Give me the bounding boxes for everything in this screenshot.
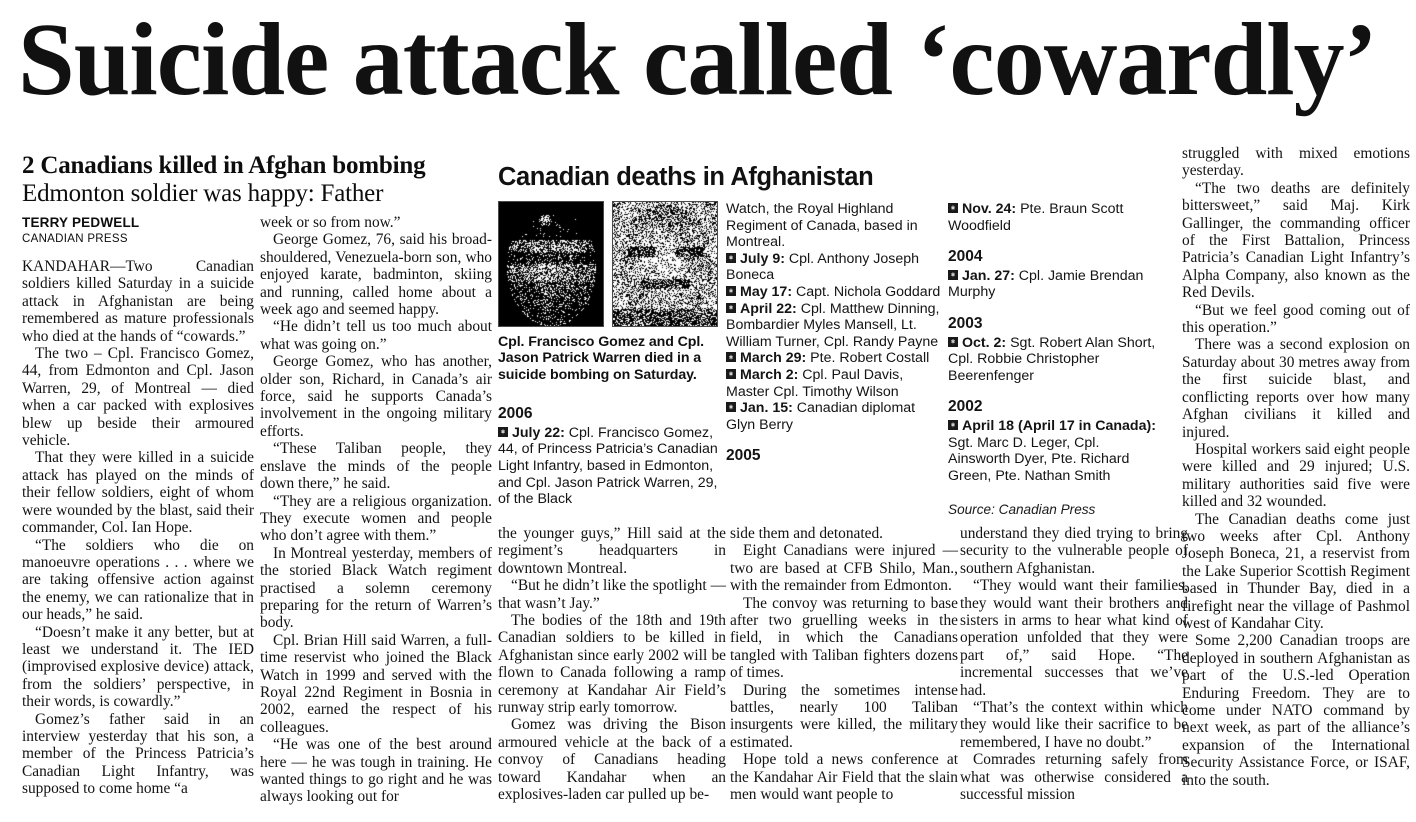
entry-text: Cpl. Anthony Joseph Boneca — [726, 250, 920, 284]
paragraph: Eight Canadians were injured — two are based at CFB Shilo, Man., with the remainder from Edmonton. — [730, 542, 958, 595]
death-entry — [948, 335, 1163, 385]
maple-leaf-bullet-icon — [948, 420, 958, 430]
entry-date: Nov. 24: — [962, 201, 1017, 218]
entry-date: May 17: — [740, 284, 793, 301]
paragraph: “But we feel good coming out of this operation.” — [1182, 301, 1410, 337]
entry-text: Sgt. Marc D. Leger, Cpl. Ainsworth Dyer, Pte. Richard Green, Pte. Nathan Smith — [948, 434, 1130, 484]
entry-date: April 18 (April 17 in Canada): — [962, 417, 1156, 434]
death-entry — [726, 350, 942, 367]
paragraph: The Canadian deaths come just two weeks after Cpl. Anthony Joseph Boneca, 21, a reservist from the Lake Superior Scottish Regiment based in Thunder Bay, died in a firefight near the village of Pashmol west of Kandahar City. — [1182, 510, 1410, 632]
paragraph: Comrades returning safely from what was otherwise considered a successful mission — [960, 751, 1188, 804]
paragraph: The two – Cpl. Francisco Gomez, 44, from Edmonton and Cpl. Jason Warren, 29, of Montreal — died when a car packed with explosives blew up beside their armoured vehicle. — [22, 345, 254, 450]
deck-line-2: Edmonton soldier was happy: Father — [22, 180, 384, 207]
paragraph: side them and detonated. — [730, 525, 884, 542]
infobox-canadian-deaths — [498, 163, 1188, 518]
paragraph: The bodies of the 18th and 19th Canadian soldiers to be killed in Afghanistan since early 2002 will be flown to Canada following a ramp ceremony at Kandahar Air Field’s runway strip early tomorrow. — [498, 612, 726, 717]
entry-text: Pte. Robert Costall — [806, 350, 930, 367]
death-entry — [726, 284, 942, 301]
entry-date: July 22: — [512, 424, 565, 441]
paragraph: There was a second explosion on Saturday about 30 metres away from the first suicide blast, and conflicting reports over how many Afghan civilians it killed and injured. — [1182, 336, 1410, 441]
death-entry — [948, 268, 1163, 301]
death-entry — [948, 418, 1163, 484]
paragraph: Gomez was driving the Bison armoured vehicle at the back of a convoy of Canadians heading toward Kandahar when an explosives-laden car pulled up be- — [498, 716, 726, 804]
entry-continuation: Watch, the Royal Highland Regiment of Canada, based in Montreal. — [726, 201, 918, 251]
paragraph: “That’s the context within which they would like their sacrifice to be remembered, I have no doubt.” — [960, 699, 1188, 751]
paragraph: That they were killed in a suicide attack has played on the minds of their fellow soldiers, eight of whom were wounded by the blast, said their commander, Col. Ian Hope. — [22, 449, 254, 537]
deck-line-1: 2 Canadians killed in Afghan bombing — [22, 152, 426, 179]
paragraph: George Gomez, who has another, older son, Richard, in Canada’s air force, said he supports Canada’s involvement in the ongoing military efforts. — [260, 353, 492, 440]
paragraph: the younger guys,” Hill said at the regiment’s headquarters in downtown Montreal. — [498, 525, 726, 577]
maple-leaf-bullet-icon — [726, 369, 736, 379]
entry-text: Cpl. Francisco Gomez, 44, of Princess Patricia’s Canadian Light Infantry, based in Edmonton, and Cpl. Jason Patrick Warren, 29, of the Black — [498, 424, 718, 508]
maple-leaf-bullet-icon — [498, 427, 508, 437]
paragraph: Hope told a news conference at the Kandahar Air Field that the slain men would want people to — [730, 751, 958, 804]
deck — [22, 152, 492, 209]
entry-date: March 29: — [740, 350, 807, 367]
death-entry — [498, 425, 720, 508]
death-entry — [726, 301, 942, 351]
paragraph: “He didn’t tell us too much about what was going on.” — [260, 318, 492, 353]
paragraph: struggled with mixed emotions yesterday. — [1182, 145, 1410, 180]
maple-leaf-bullet-icon — [948, 337, 958, 347]
infobox-column-3 — [948, 201, 1163, 519]
maple-leaf-bullet-icon — [948, 203, 958, 213]
cpl-jason-warren-photo — [612, 201, 718, 327]
page-headline: Suicide attack called ‘cowardly’ — [18, 2, 1377, 117]
death-entry — [726, 367, 942, 400]
article-column-5 — [960, 525, 1188, 804]
year-heading-2004: 2004 — [948, 248, 983, 266]
entry-text: Sgt. Robert Alan Short, Cpl. Robbie Christopher Beerenfenger — [948, 334, 1156, 384]
paragraph: KANDAHAR—Two Canadian soldiers killed Saturday in a suicide attack in Afghanistan are being remembered as mature professionals who died at the hands of “cowards.” — [22, 258, 254, 345]
paragraph: week or so from now.” — [260, 214, 401, 231]
maple-leaf-bullet-icon — [726, 352, 736, 362]
paragraph: Hospital workers said eight people were killed and 29 injured; U.S. military authorities said five were killed and 32 wounded. — [1182, 440, 1410, 511]
cpl-francisco-gomez-photo — [498, 201, 604, 327]
infobox-source: Source: Canadian Press — [948, 502, 1096, 518]
year-heading-2002: 2002 — [948, 398, 983, 416]
byline — [22, 214, 139, 247]
maple-leaf-bullet-icon — [948, 270, 958, 280]
paragraph: In Montreal yesterday, members of the storied Black Watch regiment practised a solemn ceremony preparing for the return of Warren’s body. — [260, 544, 492, 632]
byline-author: TERRY PEDWELL — [22, 215, 140, 230]
photo-caption: Cpl. Francisco Gomez and Cpl. Jason Patrick Warren died in a suicide bombing on Saturday. — [498, 334, 705, 383]
paragraph: Some 2,200 Canadian troops are deployed in southern Afghanistan as part of the U.S.-led Operation Enduring Freedom. They are to come under NATO command by next week, as part of the alliance’s expansion of the International Security Assistance Force, or ISAF, into the south. — [1182, 632, 1410, 789]
year-heading-2005: 2005 — [726, 447, 761, 465]
article-column-2 — [260, 214, 492, 806]
entry-date: Jan. 15: — [740, 400, 793, 417]
infobox-column-1 — [498, 201, 720, 508]
paragraph: “But he didn’t like the spotlight — that wasn’t Jay.” — [498, 577, 726, 612]
maple-leaf-bullet-icon — [726, 253, 736, 263]
entry-text: Pte. Braun Scott Woodfield — [948, 201, 1124, 234]
entry-text: Capt. Nichola Goddard — [792, 284, 941, 301]
article-column-4 — [730, 525, 958, 804]
paragraph: George Gomez, 76, said his broad-shouldered, Venezuela-born son, who enjoyed karate, badminton, skiing and running, called home about a week ago and seemed happy. — [260, 231, 492, 319]
entry-date: Jan. 27: — [962, 267, 1015, 284]
maple-leaf-bullet-icon — [726, 402, 736, 412]
death-entry — [726, 400, 942, 433]
paragraph: The convoy was returning to base after two gruelling weeks in the field, in which the Canadians tangled with Taliban fighters dozens of times. — [730, 594, 958, 682]
entry-date: July 9: — [740, 250, 785, 267]
paragraph: “These Taliban people, they enslave the minds of the people down there,” he said. — [260, 440, 492, 493]
paragraph: Gomez’s father said in an interview yesterday that his son, a member of the Princess Patricia’s Canadian Light Infantry, was supposed to come home “a — [22, 710, 254, 798]
infobox-title: Canadian deaths in Afghanistan — [498, 163, 874, 191]
maple-leaf-bullet-icon — [726, 286, 736, 296]
entry-date: Oct. 2: — [962, 334, 1007, 351]
entry-text: Cpl. Jamie Brendan Murphy — [948, 267, 1144, 301]
paragraph: “The soldiers who die on manoeuvre operations . . . where we are taking offensive action against the enemy, we can rationalize that in our heads,” he said. — [22, 536, 254, 624]
death-entry — [948, 201, 1163, 234]
article-column-3 — [498, 525, 726, 804]
article-column-1 — [22, 258, 254, 798]
entry-date: March 2: — [740, 366, 799, 383]
paragraph: “Doesn’t make it any better, but at least we understand it. The IED (improvised explosive device) attack, from the soldiers’ perspective, in their words, is cowardly.” — [22, 623, 254, 711]
death-entry — [726, 251, 942, 284]
entry-text: Cpl. Matthew Dinning, Bombardier Myles Mansell, Lt. William Turner, Cpl. Randy Payne — [726, 300, 940, 350]
paragraph: “They are a religious organization. They execute women and people who don’t agree with them.” — [260, 492, 492, 545]
photo-pair — [498, 201, 720, 327]
paragraph: Cpl. Brian Hill said Warren, a full-time reservist who joined the Black Watch in 1999 and served with the Royal 22nd Regiment in Bosnia in 2002, earned the respect of his colleagues. — [260, 631, 492, 736]
entry-text: Canadian diplomat Glyn Berry — [726, 400, 916, 433]
paragraph: During the sometimes intense battles, nearly 100 Taliban insurgents were killed, the military estimated. — [730, 681, 958, 751]
paragraph: “He was one of the best around here — he was tough in training. He wanted things to go right and he was always looking out for — [260, 736, 492, 806]
entry-date: April 22: — [740, 300, 797, 317]
infobox-column-2 — [726, 201, 942, 467]
maple-leaf-bullet-icon — [726, 303, 736, 313]
byline-organization: CANADIAN PRESS — [22, 232, 128, 245]
paragraph: understand they died trying to bring security to the vulnerable people of southern Afghanistan. — [960, 525, 1188, 577]
paragraph: “They would want their families, they would want their brothers and sisters in arms to hear what kind of operation unfolded that they were part of,” said Hope. “The incremental successes that we’ve had. — [960, 577, 1188, 699]
year-heading-2003: 2003 — [948, 315, 983, 333]
paragraph: “The two deaths are definitely bittersweet,” said Maj. Kirk Gallinger, the commanding officer of the First Battalion, Princess Patricia’s Canadian Light Infantry’s Alpha Company, also known as the Red Devils. — [1182, 179, 1410, 302]
article-column-6 — [1182, 145, 1410, 789]
entry-text: Cpl. Paul Davis, Master Cpl. Timothy Wilson — [726, 366, 904, 400]
year-heading-2006: 2006 — [498, 405, 533, 423]
